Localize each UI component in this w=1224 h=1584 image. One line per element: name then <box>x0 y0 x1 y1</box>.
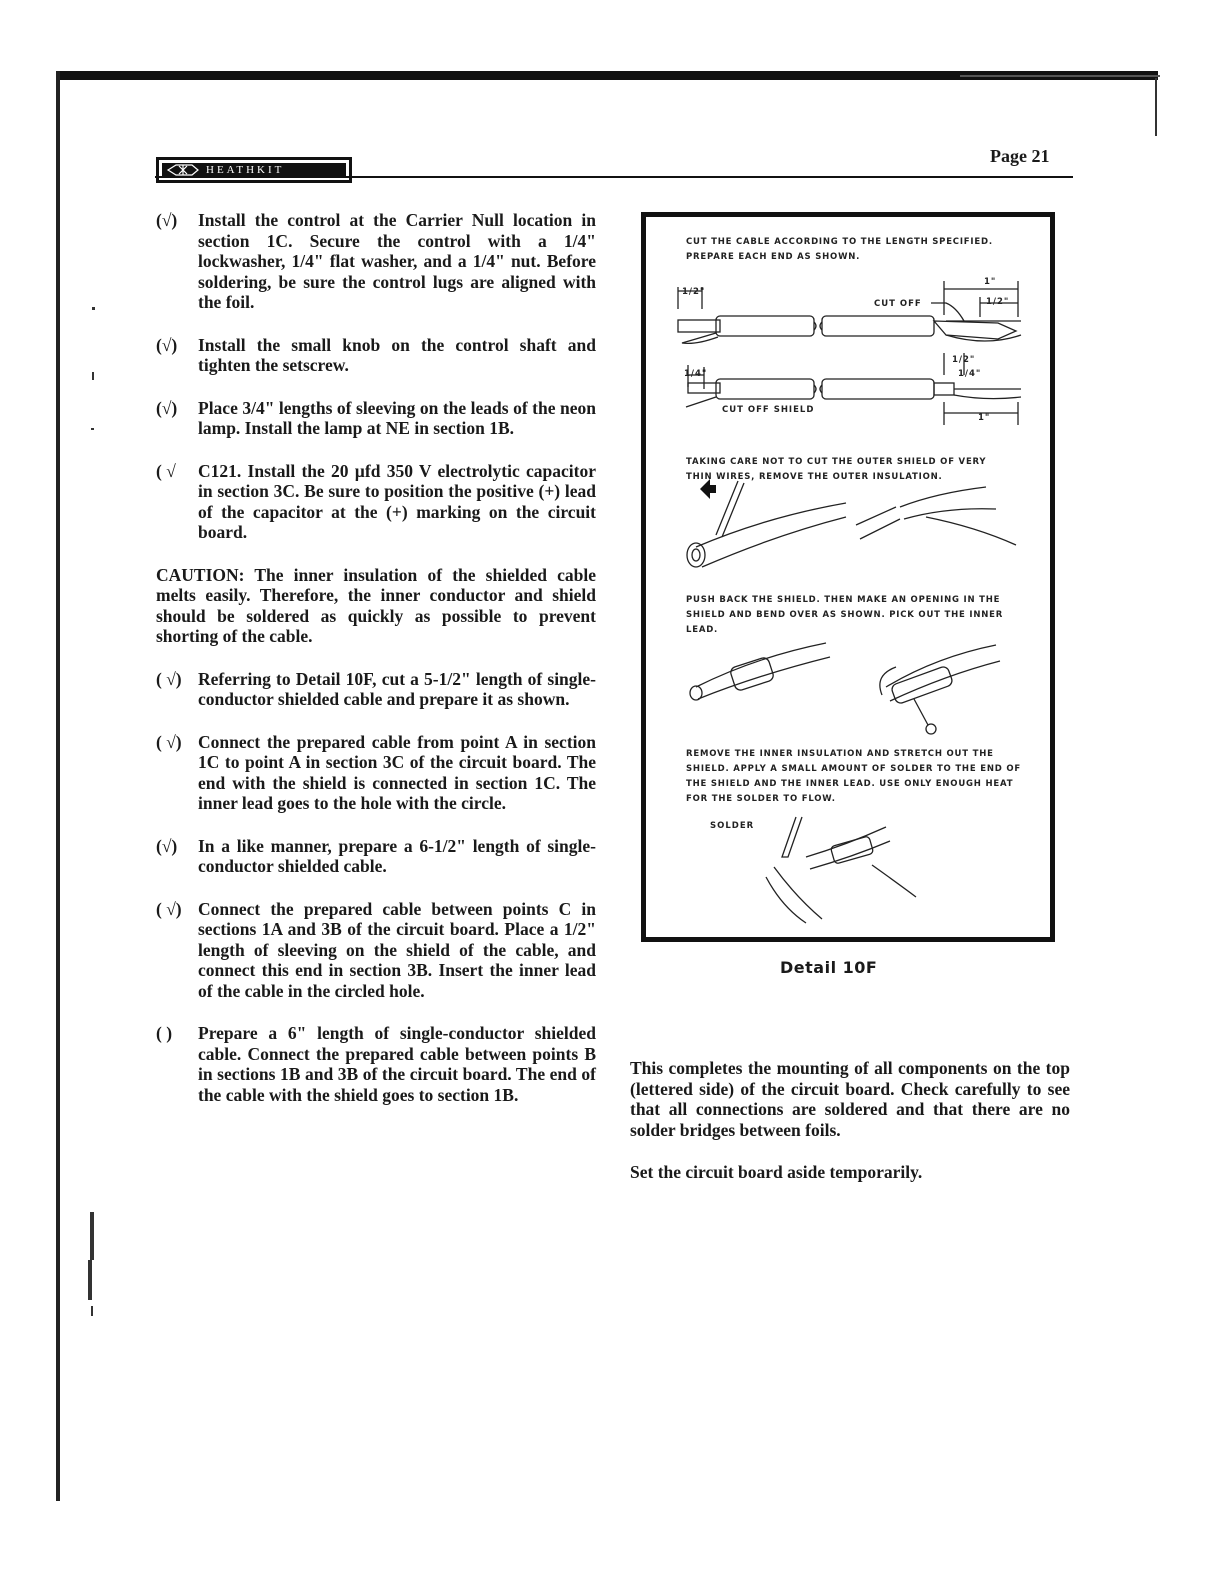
dim-label: 1/4" <box>684 369 708 379</box>
step-checkbox[interactable]: ( ) <box>156 1023 173 1043</box>
step-item <box>156 669 596 710</box>
dim-label: 1/4" <box>958 369 982 379</box>
page-number: Page 21 <box>990 146 1050 166</box>
dim-label: 1/2" <box>952 355 976 365</box>
step-checkbox[interactable]: ( √) <box>156 731 182 752</box>
cut-off-shield-label: CUT OFF SHIELD <box>722 405 815 415</box>
dim-label: 1/2" <box>682 287 706 297</box>
detail-10f-figure <box>641 212 1055 942</box>
heathkit-emblem-icon <box>166 163 200 177</box>
cut-off-label: CUT OFF <box>874 299 922 309</box>
figure-instruction-push-back: PUSH BACK THE SHIELD. THEN MAKE AN OPENING IN THE SHIELD AND BEND OVER AS SHOWN. PICK OUT THE INNER LEAD. <box>686 595 1004 635</box>
figure-caption: Detail 10F <box>780 958 878 977</box>
left-column <box>156 210 596 1127</box>
step-item <box>156 899 596 1002</box>
dim-label: 1/2" <box>986 297 1010 307</box>
step-checkbox[interactable]: (√) <box>156 397 178 418</box>
step-text: Place 3/4" lengths of sleeving on the leads of the neon lamp. Install the lamp at NE in section 1B. <box>198 397 596 438</box>
dim-label: 1" <box>978 413 991 423</box>
figure-instruction-remove-outer: TAKING CARE NOT TO CUT THE OUTER SHIELD OF VERY THIN WIRES, REMOVE THE OUTER INSULATION. <box>686 457 987 482</box>
step-text: Referring to Detail 10F, cut a 5-1/2" length of single-conductor shielded cable and prepare it as shown. <box>198 668 596 709</box>
solder-label: SOLDER <box>710 821 755 831</box>
step-text: In a like manner, prepare a 6-1/2" length of single-conductor shielded cable. <box>198 835 596 876</box>
step-checkbox[interactable]: (√) <box>156 835 178 856</box>
cable-diagram <box>646 217 1050 937</box>
left-border <box>56 71 60 1501</box>
header-rule <box>155 176 1073 178</box>
step-checkbox[interactable]: ( √ <box>156 460 176 481</box>
step-checkbox[interactable]: ( √) <box>156 898 182 919</box>
step-item <box>156 461 596 543</box>
step-text: Connect the prepared cable between points C in sections 1A and 3B of the circuit board. Place a 1/2" length of sleeving on the shield of the cable, and connect this end in section 3B. Insert the inner lead of the cable in the circled hole. <box>198 898 596 1001</box>
step-checkbox[interactable]: (√) <box>156 210 178 230</box>
right-border <box>1155 78 1157 136</box>
step-item <box>156 1023 596 1105</box>
figure-instruction-cut: CUT THE CABLE ACCORDING TO THE LENGTH SPECIFIED. PREPARE EACH END AS SHOWN. <box>686 237 993 262</box>
step-item <box>156 335 596 376</box>
step-text: Connect the prepared cable from point A in section 1C to point A in section 3C of the circuit board. The end with the shield is connected in section 1C. The inner lead goes to the hole with the circle. <box>198 731 596 813</box>
step-checkbox[interactable]: (√) <box>156 334 178 355</box>
step-item <box>156 210 596 313</box>
step-checkbox[interactable]: ( √) <box>156 668 182 689</box>
step-item <box>156 732 596 814</box>
step-text: Prepare a 6" length of single-conductor shielded cable. Connect the prepared cable between points B in sections 1B and 3B of the circuit board. The end of the cable with the shield goes to section 1B. <box>198 1023 596 1105</box>
step-text: Install the control at the Carrier Null location in section 1C. Secure the control with a 1/4" lockwasher, 1/4" flat washer, and a 1/4" nut. Before soldering, be sure the control lugs are aligned with the foil. <box>198 210 596 312</box>
heathkit-logo <box>156 157 352 183</box>
caution-note: CAUTION: The inner insulation of the shielded cable melts easily. Therefore, the inner conductor and shield should be soldered as quickly as possible to prevent shorting of the cable. <box>156 564 596 646</box>
top-border-accent <box>960 75 1160 77</box>
dim-label: 1" <box>984 277 997 287</box>
step-text: C121. Install the 20 µfd 350 V electrolytic capacitor in section 3C. Be sure to position the positive (+) lead of the capacitor at the (+) marking on the circuit board. <box>198 460 596 542</box>
closing-paragraph: Set the circuit board aside temporarily. <box>630 1162 923 1182</box>
closing-paragraph: This completes the mounting of all components on the top (lettered side) of the circuit board. Check carefully to see that all connections are soldered and that there are no solder bridges between foils. <box>630 1058 1070 1140</box>
step-text: Install the small knob on the control shaft and tighten the setscrew. <box>198 334 596 375</box>
right-column <box>630 1058 1070 1205</box>
step-item <box>156 836 596 877</box>
step-item <box>156 398 596 439</box>
figure-instruction-solder: REMOVE THE INNER INSULATION AND STRETCH OUT THE SHIELD. APPLY A SMALL AMOUNT OF SOLDER TO THE END OF THE SHIELD AND THE INNER LEAD. USE ONLY ENOUGH HEAT FOR THE SOLDER TO FLOW. <box>686 749 1021 804</box>
logo-text: HEATHKIT <box>206 164 285 176</box>
